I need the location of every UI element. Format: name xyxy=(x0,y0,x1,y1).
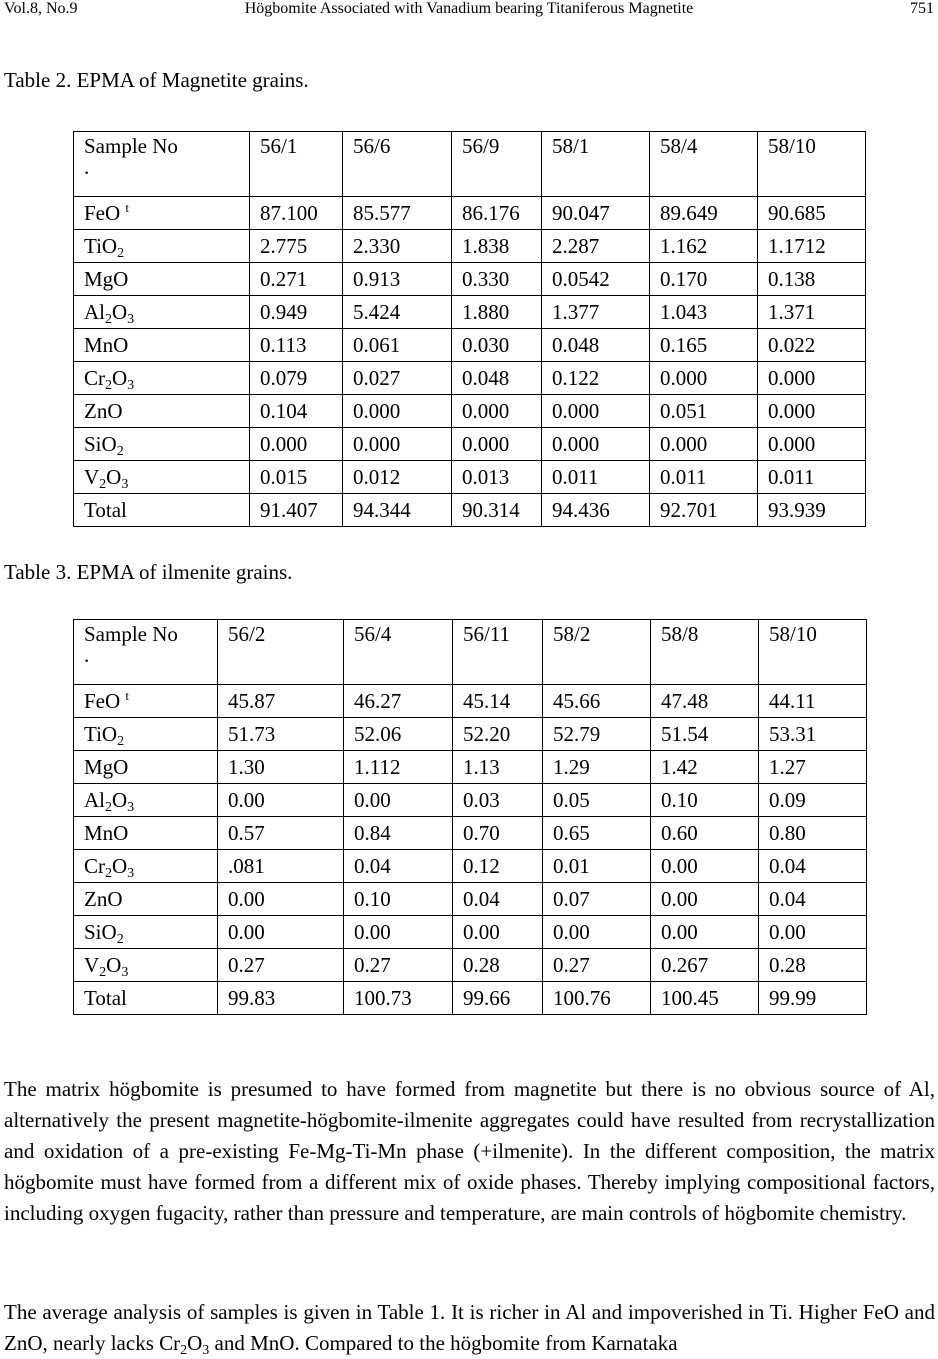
oxide-label: TiO xyxy=(84,234,118,258)
value-cell: 0.28 xyxy=(453,949,543,982)
running-header xyxy=(0,0,938,22)
sample-no-label: Sample No xyxy=(84,622,178,646)
value-cell: 0.27 xyxy=(344,949,453,982)
value-cell: 0.10 xyxy=(651,784,759,817)
value-cell: 45.87 xyxy=(218,685,344,718)
para2-text-a: The average analysis of samples is given in Table 1. It is richer in Al and impoverished in Ti. Higher FeO and ZnO, nearly lacks Cr xyxy=(4,1300,935,1355)
oxide-label: MnO xyxy=(84,333,129,357)
value-cell: 0.80 xyxy=(759,817,867,850)
value-cell: 0.022 xyxy=(758,329,866,362)
paragraph-average-analysis xyxy=(4,1297,935,1359)
sample-id-cell: 58/2 xyxy=(543,620,651,685)
sample-id-cell: 58/1 xyxy=(542,132,650,197)
value-cell: 100.73 xyxy=(344,982,453,1015)
value-cell: 92.701 xyxy=(650,494,758,527)
value-cell: 0.0542 xyxy=(542,263,650,296)
value-cell: 0.011 xyxy=(650,461,758,494)
oxide-subscript: 2 xyxy=(105,312,112,327)
value-cell: 0.01 xyxy=(543,850,651,883)
table2-caption: Table 2. EPMA of Magnetite grains. xyxy=(4,68,309,92)
value-cell: 0.00 xyxy=(218,784,344,817)
value-cell: 0.165 xyxy=(650,329,758,362)
value-cell: 0.09 xyxy=(759,784,867,817)
value-cell: 0.079 xyxy=(250,362,343,395)
sample-no-dot: . xyxy=(84,155,90,179)
oxide-superscript: t xyxy=(125,688,130,703)
table3-ilmenite xyxy=(73,619,867,1015)
table-row xyxy=(74,916,867,949)
value-cell: 0.913 xyxy=(343,263,452,296)
table-row xyxy=(74,494,866,527)
value-cell: 0.011 xyxy=(542,461,650,494)
value-cell: 99.66 xyxy=(453,982,543,1015)
oxide-label-cell xyxy=(74,494,250,527)
table2-body xyxy=(74,132,866,527)
sample-id-cell: 56/2 xyxy=(218,620,344,685)
oxide-subscript-2: 3 xyxy=(127,312,135,327)
oxide-subscript-2: 3 xyxy=(127,378,135,393)
value-cell: 1.42 xyxy=(651,751,759,784)
oxide-label: Cr xyxy=(84,854,105,878)
value-cell: 0.04 xyxy=(759,883,867,916)
oxide-label-part2: O xyxy=(112,300,128,324)
value-cell: 0.271 xyxy=(250,263,343,296)
oxide-label: MnO xyxy=(84,821,129,845)
table-row xyxy=(74,362,866,395)
value-cell: 0.27 xyxy=(218,949,344,982)
value-cell: 0.10 xyxy=(344,883,453,916)
value-cell: 0.000 xyxy=(758,362,866,395)
oxide-subscript: 2 xyxy=(105,866,112,881)
oxide-label-part2: O xyxy=(112,366,128,390)
value-cell: 0.84 xyxy=(344,817,453,850)
oxide-label: ZnO xyxy=(84,399,123,423)
value-cell: 47.48 xyxy=(651,685,759,718)
value-cell: 0.104 xyxy=(250,395,343,428)
value-cell: 0.57 xyxy=(218,817,344,850)
value-cell: 0.000 xyxy=(343,428,452,461)
sample-id-cell: 56/4 xyxy=(344,620,453,685)
value-cell: 51.73 xyxy=(218,718,344,751)
value-cell: 0.012 xyxy=(343,461,452,494)
value-cell: 90.314 xyxy=(452,494,542,527)
value-cell: 94.344 xyxy=(343,494,452,527)
value-cell: 0.000 xyxy=(758,428,866,461)
value-cell: 0.04 xyxy=(344,850,453,883)
oxide-subscript: 2 xyxy=(117,734,125,749)
oxide-label-part2: O xyxy=(106,465,122,489)
value-cell: 53.31 xyxy=(759,718,867,751)
value-cell: 45.14 xyxy=(453,685,543,718)
value-cell: 0.00 xyxy=(759,916,867,949)
oxide-label-cell xyxy=(74,685,218,718)
oxide-label-part2: O xyxy=(112,854,128,878)
value-cell: 100.45 xyxy=(651,982,759,1015)
value-cell: 1.112 xyxy=(344,751,453,784)
table-row xyxy=(74,751,867,784)
table-row xyxy=(74,817,867,850)
oxide-label: ZnO xyxy=(84,887,123,911)
value-cell: 0.00 xyxy=(218,916,344,949)
oxide-label-cell xyxy=(74,329,250,362)
oxide-label: Cr xyxy=(84,366,105,390)
oxide-subscript-2: 3 xyxy=(127,866,135,881)
oxide-label: FeO xyxy=(84,201,121,225)
value-cell: 52.79 xyxy=(543,718,651,751)
value-cell: 0.170 xyxy=(650,263,758,296)
oxide-label: SiO xyxy=(84,920,117,944)
value-cell: 87.100 xyxy=(250,197,343,230)
value-cell: 0.70 xyxy=(453,817,543,850)
value-cell: 1.27 xyxy=(759,751,867,784)
value-cell: 2.775 xyxy=(250,230,343,263)
oxide-label: V xyxy=(84,465,100,489)
oxide-label-cell xyxy=(74,982,218,1015)
value-cell: 0.000 xyxy=(650,428,758,461)
value-cell: 0.00 xyxy=(651,883,759,916)
oxide-subscript: 2 xyxy=(116,932,124,947)
oxide-label-cell xyxy=(74,718,218,751)
sample-no-header xyxy=(74,132,250,197)
journal-volume: Vol.8, No.9 xyxy=(4,0,78,17)
table3-caption: Table 3. EPMA of ilmenite grains. xyxy=(4,560,293,584)
sample-no-label: Sample No xyxy=(84,134,178,158)
value-cell: 89.649 xyxy=(650,197,758,230)
value-cell: 1.880 xyxy=(452,296,542,329)
value-cell: 0.04 xyxy=(759,850,867,883)
value-cell: 0.048 xyxy=(542,329,650,362)
sample-no-dot: . xyxy=(84,643,90,667)
value-cell: 0.00 xyxy=(344,784,453,817)
para2-sub-1: 2 xyxy=(180,1343,188,1358)
oxide-label-part2: O xyxy=(106,953,122,977)
value-cell: 0.122 xyxy=(542,362,650,395)
oxide-label-cell xyxy=(74,230,250,263)
value-cell: 44.11 xyxy=(759,685,867,718)
value-cell: 0.000 xyxy=(650,362,758,395)
oxide-label-cell xyxy=(74,263,250,296)
value-cell: 2.330 xyxy=(343,230,452,263)
value-cell: 52.06 xyxy=(344,718,453,751)
value-cell: 90.685 xyxy=(758,197,866,230)
value-cell: 1.043 xyxy=(650,296,758,329)
value-cell: 0.113 xyxy=(250,329,343,362)
oxide-label: MgO xyxy=(84,267,129,291)
oxide-label-cell xyxy=(74,461,250,494)
value-cell: 90.047 xyxy=(542,197,650,230)
value-cell: 0.000 xyxy=(250,428,343,461)
oxide-subscript: 2 xyxy=(117,246,125,261)
oxide-label: V xyxy=(84,953,100,977)
oxide-label: FeO xyxy=(84,689,121,713)
sample-id-cell: 56/9 xyxy=(452,132,542,197)
oxide-label-cell xyxy=(74,817,218,850)
value-cell: 0.000 xyxy=(452,395,542,428)
value-cell: 0.03 xyxy=(453,784,543,817)
oxide-superscript: t xyxy=(125,200,130,215)
table-row xyxy=(74,428,866,461)
sample-id-cell: 58/10 xyxy=(759,620,867,685)
oxide-label: MgO xyxy=(84,755,129,779)
value-cell: 0.330 xyxy=(452,263,542,296)
value-cell: 5.424 xyxy=(343,296,452,329)
table-row xyxy=(74,685,867,718)
value-cell: 1.377 xyxy=(542,296,650,329)
oxide-label-cell xyxy=(74,850,218,883)
value-cell: 91.407 xyxy=(250,494,343,527)
oxide-subscript: 2 xyxy=(105,378,112,393)
value-cell: 86.176 xyxy=(452,197,542,230)
value-cell: 94.436 xyxy=(542,494,650,527)
oxide-label: Al xyxy=(84,300,105,324)
table-row xyxy=(74,197,866,230)
page-number: 751 xyxy=(910,0,934,17)
sample-id-cell: 58/4 xyxy=(650,132,758,197)
value-cell: 85.577 xyxy=(343,197,452,230)
table2-magnetite xyxy=(73,131,866,527)
value-cell: 0.015 xyxy=(250,461,343,494)
value-cell: 0.138 xyxy=(758,263,866,296)
table-row xyxy=(74,329,866,362)
table-row xyxy=(74,718,867,751)
table-row xyxy=(74,982,867,1015)
oxide-label-cell xyxy=(74,428,250,461)
value-cell: 0.000 xyxy=(542,428,650,461)
value-cell: 0.05 xyxy=(543,784,651,817)
value-cell: 0.000 xyxy=(758,395,866,428)
table-row xyxy=(74,296,866,329)
oxide-label-cell xyxy=(74,751,218,784)
value-cell: 0.000 xyxy=(452,428,542,461)
value-cell: 51.54 xyxy=(651,718,759,751)
value-cell: 0.00 xyxy=(543,916,651,949)
oxide-label-cell xyxy=(74,395,250,428)
oxide-label: TiO xyxy=(84,722,118,746)
oxide-subscript: 2 xyxy=(99,477,107,492)
value-cell: .081 xyxy=(218,850,344,883)
table-row xyxy=(74,949,867,982)
value-cell: 0.030 xyxy=(452,329,542,362)
table-row xyxy=(74,850,867,883)
value-cell: 0.949 xyxy=(250,296,343,329)
paragraph-matrix-hogbomite: The matrix högbomite is presumed to have formed from magnetite but there is no obvious source of Al, alternatively the present magnetite-högbomite-ilmenite aggregates could have resulted from recrystallization and oxidation of a pre-existing Fe-Mg-Ti-Mn phase (+ilmenite). In the different composition, the matrix högbomite must have formed from a different mix of oxide phases. Thereby implying compositional factors, including oxygen fugacity, rather than pressure and temperature, are main controls of högbomite chemistry. xyxy=(4,1077,935,1225)
oxide-subscript-2: 3 xyxy=(121,965,129,980)
value-cell: 0.267 xyxy=(651,949,759,982)
oxide-subscript: 2 xyxy=(116,444,124,459)
value-cell: 1.838 xyxy=(452,230,542,263)
value-cell: 2.287 xyxy=(542,230,650,263)
value-cell: 99.99 xyxy=(759,982,867,1015)
oxide-label-cell xyxy=(74,949,218,982)
value-cell: 1.30 xyxy=(218,751,344,784)
oxide-subscript: 2 xyxy=(105,800,112,815)
sample-id-cell: 56/1 xyxy=(250,132,343,197)
oxide-label-cell xyxy=(74,296,250,329)
para2-text-c: and MnO. Compared to the högbomite from Karnataka xyxy=(209,1331,678,1355)
oxide-subscript-2: 3 xyxy=(127,800,135,815)
table-row xyxy=(74,263,866,296)
value-cell: 1.13 xyxy=(453,751,543,784)
value-cell: 0.27 xyxy=(543,949,651,982)
value-cell: 0.07 xyxy=(543,883,651,916)
value-cell: 0.28 xyxy=(759,949,867,982)
table-row xyxy=(74,395,866,428)
sample-id-cell: 56/11 xyxy=(453,620,543,685)
oxide-subscript: 2 xyxy=(99,965,107,980)
value-cell: 0.061 xyxy=(343,329,452,362)
value-cell: 0.000 xyxy=(542,395,650,428)
oxide-label-cell xyxy=(74,197,250,230)
table-row xyxy=(74,230,866,263)
oxide-subscript-2: 3 xyxy=(121,477,129,492)
para2-sub-2: 3 xyxy=(202,1343,210,1358)
value-cell: 0.027 xyxy=(343,362,452,395)
value-cell: 0.048 xyxy=(452,362,542,395)
sample-id-cell: 56/6 xyxy=(343,132,452,197)
value-cell: 0.00 xyxy=(651,850,759,883)
oxide-label: SiO xyxy=(84,432,117,456)
oxide-label-cell xyxy=(74,883,218,916)
value-cell: 0.00 xyxy=(651,916,759,949)
table3-body xyxy=(74,620,867,1015)
sample-id-cell: 58/10 xyxy=(758,132,866,197)
value-cell: 45.66 xyxy=(543,685,651,718)
table-row xyxy=(74,883,867,916)
oxide-label: Total xyxy=(84,986,127,1010)
oxide-label: Total xyxy=(84,498,127,522)
oxide-label-cell xyxy=(74,784,218,817)
value-cell: 0.00 xyxy=(453,916,543,949)
table-header-row xyxy=(74,620,867,685)
value-cell: 0.12 xyxy=(453,850,543,883)
value-cell: 0.65 xyxy=(543,817,651,850)
oxide-label: Al xyxy=(84,788,105,812)
value-cell: 1.371 xyxy=(758,296,866,329)
value-cell: 52.20 xyxy=(453,718,543,751)
value-cell: 1.29 xyxy=(543,751,651,784)
value-cell: 46.27 xyxy=(344,685,453,718)
sample-no-header xyxy=(74,620,218,685)
value-cell: 100.76 xyxy=(543,982,651,1015)
value-cell: 0.00 xyxy=(218,883,344,916)
value-cell: 99.83 xyxy=(218,982,344,1015)
oxide-label-cell xyxy=(74,362,250,395)
table-row xyxy=(74,784,867,817)
value-cell: 93.939 xyxy=(758,494,866,527)
value-cell: 0.013 xyxy=(452,461,542,494)
table-header-row xyxy=(74,132,866,197)
value-cell: 0.60 xyxy=(651,817,759,850)
value-cell: 0.000 xyxy=(343,395,452,428)
value-cell: 0.00 xyxy=(344,916,453,949)
oxide-label-cell xyxy=(74,916,218,949)
para2-text-b: O xyxy=(187,1331,203,1355)
oxide-label-part2: O xyxy=(112,788,128,812)
value-cell: 0.011 xyxy=(758,461,866,494)
value-cell: 1.162 xyxy=(650,230,758,263)
table-row xyxy=(74,461,866,494)
value-cell: 1.1712 xyxy=(758,230,866,263)
sample-id-cell: 58/8 xyxy=(651,620,759,685)
running-title: Högbomite Associated with Vanadium bearing Titaniferous Magnetite xyxy=(244,0,694,17)
value-cell: 0.051 xyxy=(650,395,758,428)
value-cell: 0.04 xyxy=(453,883,543,916)
